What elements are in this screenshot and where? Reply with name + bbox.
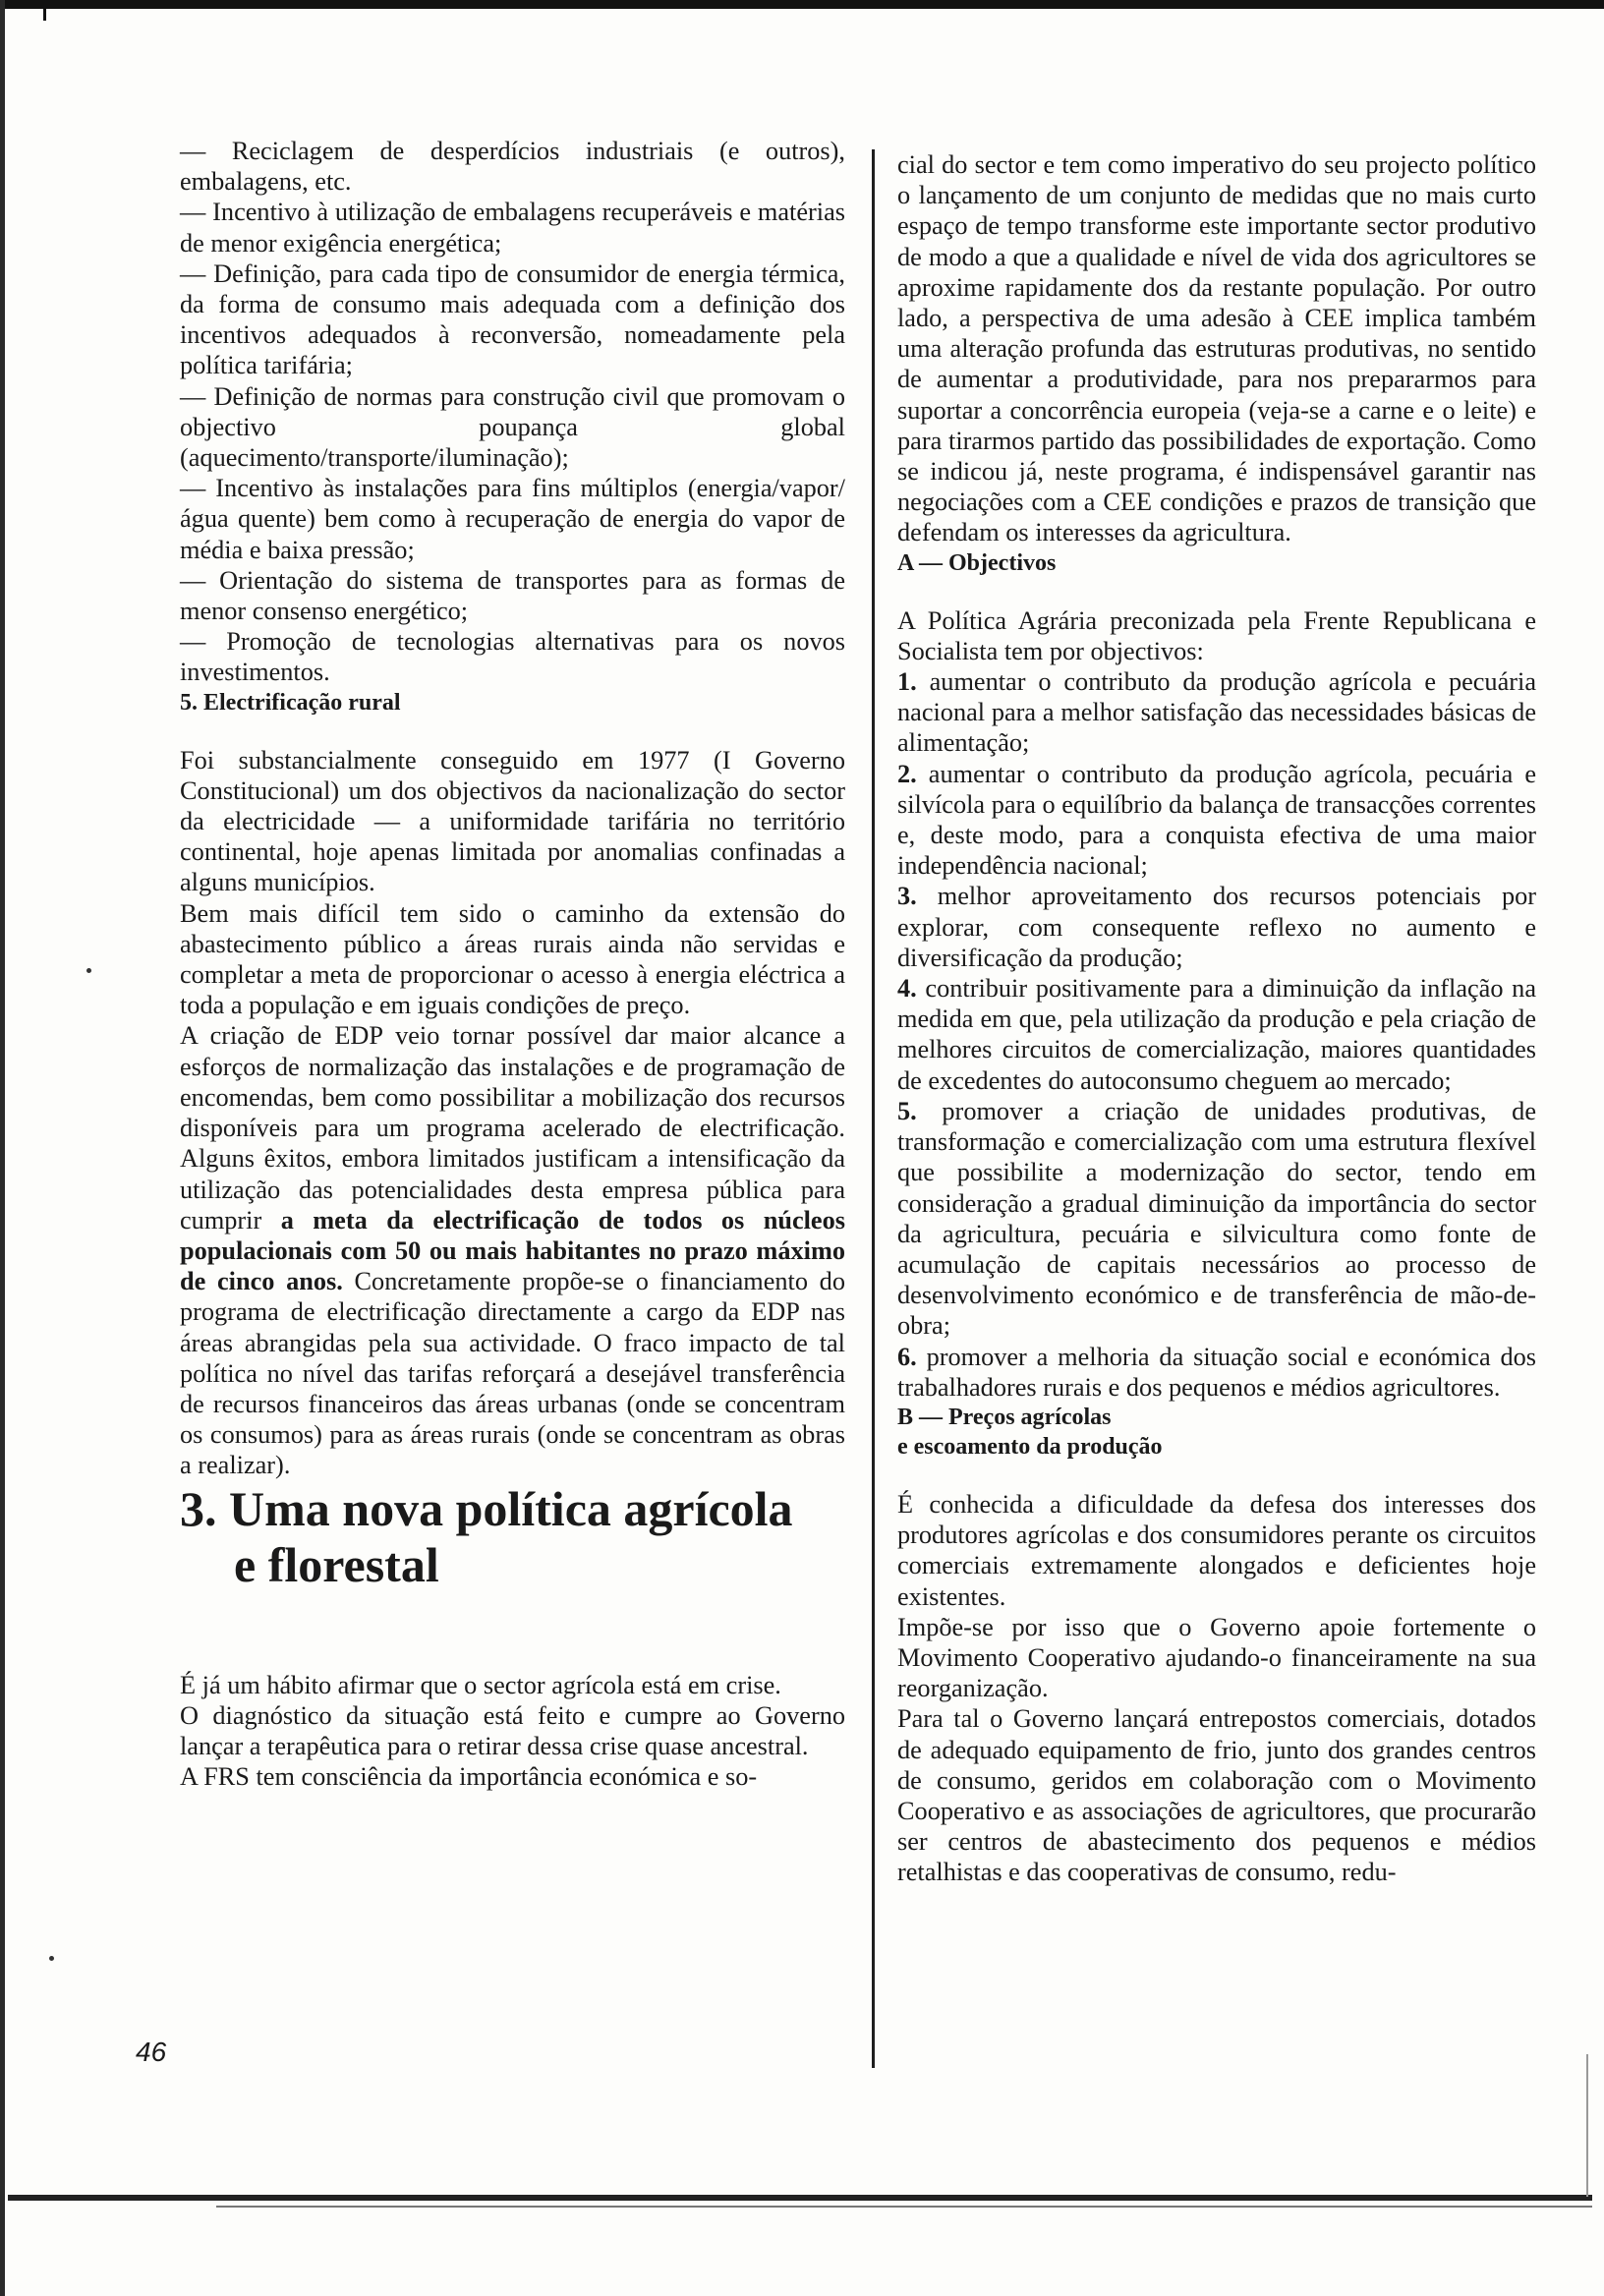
- section-body: [897, 605, 1536, 1403]
- item-number: 4.: [897, 974, 917, 1004]
- paragraph: [180, 1020, 845, 1480]
- item-number: 3.: [897, 882, 917, 911]
- section-heading-line: B — Preços agrícolas: [897, 1404, 1112, 1430]
- paragraph: Para tal o Governo lançará entrepostos comerciais, dotados de adequado equipamento de frio, junto dos grandes centros de consumo, geridos em colaboração com o Movimento Cooperativo e as associações de agricultores, que procurarão ser centros de abastecimento dos pequenos e médios retalhistas e das cooperativas de consumo, redu-: [897, 1704, 1536, 1887]
- margin-dot: [86, 968, 91, 973]
- column-divider: [872, 149, 875, 2068]
- section-heading: 5. Electrificação rural: [180, 689, 401, 716]
- paragraph: A FRS tem consciência da importância económica e so-: [180, 1762, 758, 1792]
- paragraph: É já um hábito afirmar que o sector agrícola está em crise.: [180, 1670, 781, 1699]
- item-text: aumentar o contributo da produção agrícola, pecuária e silvícola para o equilíbrio da balança de transacções correntes e, deste modo, para a conquista efectiva de uma maior independência nacional;: [897, 759, 1536, 881]
- scan-left-border: [0, 0, 5, 2296]
- item-text: aumentar o contributo da produção agrícola e pecuária nacional para a melhor satisfação das necessidades básicas de alimentação;: [897, 667, 1536, 758]
- paragraph: É conhecida a dificuldade da defesa dos interesses dos produtores agrícolas e dos consumidores perante os circuitos comerciais extremamente alongados e deficientes hoje existentes.: [897, 1489, 1536, 1611]
- item-text: contribuir positivamente para a diminuição da inflação na medida em que, pela utilização da produção e pela criação de melhores circuitos de comercialização, maiores quantidades de excedentes do autoconsumo cheguem ao mercado;: [897, 974, 1536, 1095]
- numbered-item: [897, 973, 1536, 1096]
- section-body: [897, 1489, 1536, 1888]
- paragraph: Impõe-se por isso que o Governo apoie fortemente o Movimento Cooperativo ajudando-o financeiramente na sua reorganização.: [897, 1612, 1536, 1703]
- paragraph: A Política Agrária preconizada pela Frente Republicana e Socialista tem por objectivos:: [897, 605, 1536, 665]
- list-item: — Orientação do sistema de transportes para as formas de menor consenso energético;: [180, 565, 845, 626]
- section-heading: [897, 1403, 1536, 1462]
- scan-top-tick: [43, 9, 46, 21]
- paragraph: Bem mais difícil tem sido o caminho da extensão do abastecimento público a áreas rurais ainda não servidas e completar a meta de proporcionar o acesso à energia eléctrica a toda a população e em iguais condições de preço.: [180, 898, 845, 1020]
- paragraph: cial do sector e tem como imperativo do seu projecto político o lançamento de um conjunto de medidas que no mais curto espaço de tempo transforme este importante sector produtivo de modo a que a qualidade e nível de vida dos agricultores se aproxime rapidamente dos da restante população. Por outro lado, a perspectiva de uma adesão à CEE implica também uma alteração profunda das estruturas produtivas, no sentido de aumentar a produtividade, para nos prepararmos para suportar a concorrência europeia (veja-se a carne e o leite) e para tirarmos partido das possibilidades de exportação. Como se indicou já, neste programa, é indispensável garantir nas negociações com a CEE condições e prazos de transição que defendam os interesses da agricultura.: [897, 150, 1536, 547]
- paragraph-text: A criação de EDP veio tornar possível dar maior alcance a esforços de normalização das instalações e de programação de encomendas, bem como possibilitar a mobilização dos recursos disponíveis para um programa acelerado de electrificação. Alguns êxitos, embora limitados justificam a intensificação da utilização das potencialidades desta empresa pública para cumprir: [180, 1021, 845, 1234]
- paragraph: Foi substancialmente conseguido em 1977 (I Governo Constitucional) um dos objectivos da nacionalização do sector da electricidade — a uniformidade tarifária no território continental, hoje apenas limitada por anomalias confinadas a alguns municípios.: [180, 745, 845, 897]
- paragraph: O diagnóstico da situação está feito e cumpre ao Governo lançar a terapêutica para o retirar dessa crise quase ancestral.: [180, 1700, 845, 1760]
- chapter-title: [180, 1481, 845, 1593]
- item-text: promover a criação de unidades produtivas, de transformação e comercialização com uma estrutura flexível que possibilite a modernização do sector, tendo em consideração a gradual diminuição da importância do sector da agricultura, pecuária e silvicultura como fonte de acumulação de capitais necessários ao processo de desenvolvimento económico e de transferência de mão-de-obra;: [897, 1096, 1536, 1341]
- scan-bottom-border: [8, 2195, 1592, 2201]
- list-item: — Incentivo à utilização de embalagens recuperáveis e matérias de menor exigência energética;: [180, 198, 845, 258]
- scan-top-border: [0, 0, 1604, 9]
- scan-edge-mark: [1586, 2054, 1588, 2197]
- section-body: [180, 745, 845, 1481]
- scan-bottom-line: [216, 2206, 1592, 2208]
- numbered-item: [897, 759, 1536, 882]
- chapter-title-line: e florestal: [234, 1536, 439, 1592]
- item-number: 1.: [897, 667, 917, 697]
- numbered-item: [897, 1342, 1536, 1403]
- item-number: 5.: [897, 1096, 917, 1125]
- item-text: melhor aproveitamento dos recursos potenciais por explorar, com consequente reflexo no aumento e diversificação da produção;: [897, 882, 1536, 972]
- chapter-title-line: 3. Uma nova política agrícola: [180, 1480, 793, 1536]
- numbered-item: [897, 666, 1536, 759]
- right-column: [897, 149, 1536, 1888]
- item-number: 6.: [897, 1342, 917, 1371]
- list-item: — Definição de normas para construção civil que promovam o objectivo poupança global (aquecimento/transporte/iluminação);: [180, 381, 845, 473]
- list-item: — Incentivo às instalações para fins múltiplos (energia/vapor/água quente) bem como à recuperação de energia do vapor de média e baixa pressão;: [180, 474, 845, 564]
- paragraph-text: Concretamente propõe-se o financiamento do programa de electrificação directamente a cargo da EDP nas áreas abrangidas pela sua actividade. O fraco impacto de tal política no nível das tarifas reforçará a desejável transferência de recursos financeiros das áreas urbanas (onde se concentram os consumos) para as áreas rurais (onde se concentram as obras a realizar).: [180, 1267, 845, 1480]
- item-number: 2.: [897, 759, 917, 788]
- list-item: — Reciclagem de desperdícios industriais (e outros), embalagens, etc.: [180, 137, 845, 197]
- section-heading-line: e escoamento da produção: [897, 1433, 1163, 1460]
- energy-measures-list: [180, 136, 845, 688]
- numbered-item: [897, 1096, 1536, 1342]
- list-item: — Definição, para cada tipo de consumidor de energia térmica, da forma de consumo mais adequada com a definição dos incentivos adequados à reconversão, nomeadamente pela política tarifária;: [180, 258, 845, 380]
- page-number: 46: [136, 2037, 167, 2067]
- margin-dot: [49, 1956, 54, 1961]
- item-text: promover a melhoria da situação social e económica dos trabalhadores rurais e dos pequenos e médios agricultores.: [897, 1342, 1536, 1402]
- section-heading: A — Objectivos: [897, 549, 1057, 576]
- numbered-item: [897, 881, 1536, 973]
- emphasized-text: a meta da electrificação de todos os núcleos populacionais com 50 ou mais habitantes no prazo máximo de cinco anos.: [180, 1205, 845, 1296]
- list-item: — Promoção de tecnologias alternativas para os novos investimentos.: [180, 627, 845, 687]
- left-column: [180, 136, 845, 1792]
- chapter-body: [180, 1670, 845, 1793]
